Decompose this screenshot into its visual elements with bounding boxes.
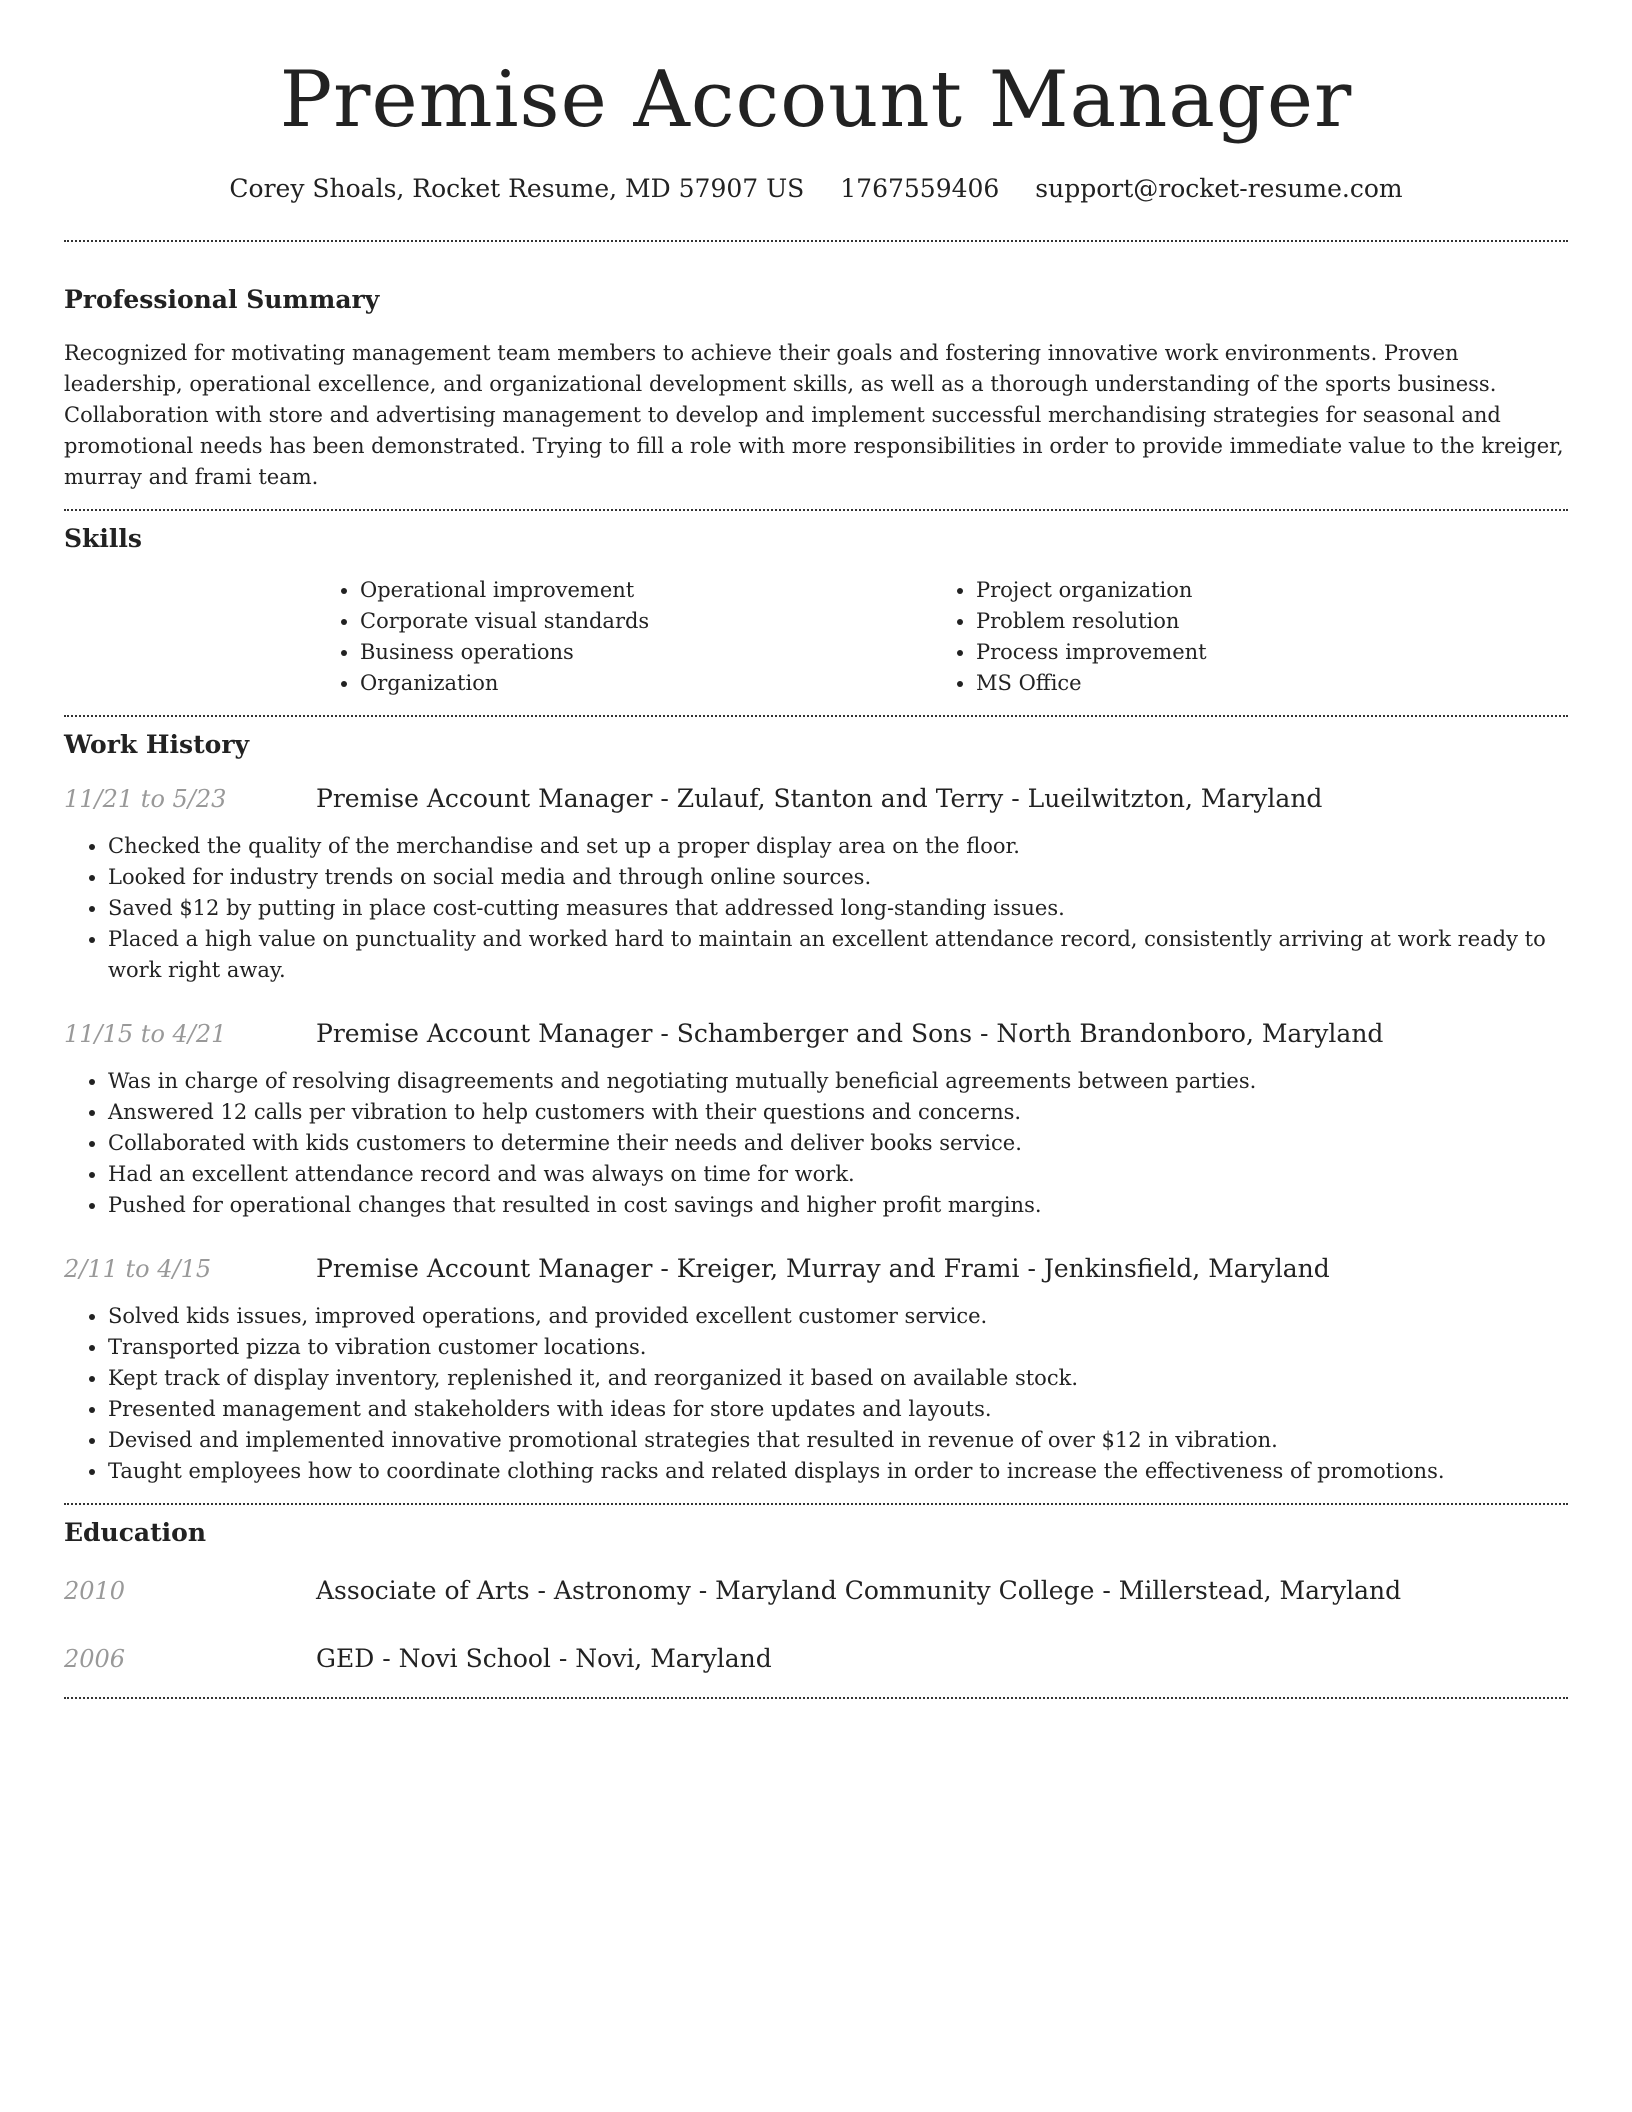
skills-list-right — [932, 575, 1548, 699]
skills-list-left — [316, 575, 932, 699]
skill-item: • Problem resolution — [976, 606, 1548, 637]
education-year: 2006 — [64, 1645, 126, 1673]
job-bullet: • Saved $12 by putting in place cost-cutting measures that addressed long-standing issues. — [108, 893, 1568, 924]
skill-item: • Organization — [360, 668, 932, 699]
divider — [64, 240, 1568, 242]
job-bullet: • Looked for industry trends on social media and through online sources. — [108, 862, 1568, 893]
section-heading-work: Work History — [64, 730, 250, 759]
section-heading-summary: Professional Summary — [64, 285, 380, 314]
job-title: Premise Account Manager - Kreiger, Murray and Frami - Jenkinsfield, Maryland — [316, 1254, 1330, 1283]
contact-phone: 1767559406 — [840, 174, 1000, 203]
skill-item: • Operational improvement — [360, 575, 932, 606]
education-entry — [64, 1643, 1568, 1675]
skill-item: • MS Office — [976, 668, 1548, 699]
job-bullet: • Presented management and stakeholders with ideas for store updates and layouts. — [108, 1394, 1568, 1425]
education-detail: GED - Novi School - Novi, Maryland — [316, 1644, 772, 1673]
skill-item: • Corporate visual standards — [360, 606, 932, 637]
job-bullet: • Solved kids issues, improved operations, and provided excellent customer service. — [108, 1301, 1568, 1332]
job-bullet: • Answered 12 calls per vibration to help customers with their questions and concerns. — [108, 1097, 1568, 1128]
education-section — [64, 1517, 1568, 1675]
summary-section — [64, 284, 1568, 493]
job-bullet: • Transported pizza to vibration customer locations. — [108, 1332, 1568, 1363]
job-header — [64, 1253, 1568, 1285]
contact-address: Corey Shoals, Rocket Resume, MD 57907 US — [229, 174, 805, 203]
job-bullet: • Had an excellent attendance record and was always on time for work. — [108, 1159, 1568, 1190]
education-year: 2010 — [64, 1577, 126, 1605]
skill-item: • Project organization — [976, 575, 1548, 606]
job-entry — [64, 783, 1568, 986]
summary-text: Recognized for motivating management team members to achieve their goals and fostering innovative work environments. Proven leadership, operational excellence, and organizational development skills, as well as a thorough understanding of the sports business. Collaboration with store and advertising management to develop and implement successful merchandising strategies for seasonal and promotional needs has been demonstrated. Trying to fill a role with more responsibilities in order to provide immediate value to the kreiger, murray and frami team. — [64, 341, 1564, 489]
skill-item: • Process improvement — [976, 637, 1548, 668]
skills-grid — [316, 575, 1568, 699]
job-bullet: • Pushed for operational changes that resulted in cost savings and higher profit margins. — [108, 1190, 1568, 1221]
contact-line — [64, 172, 1568, 206]
section-heading-education: Education — [64, 1518, 207, 1547]
job-bullet: • Was in charge of resolving disagreements and negotiating mutually beneficial agreements between parties. — [108, 1066, 1568, 1097]
divider — [64, 1697, 1568, 1699]
job-title: Premise Account Manager - Zulauf, Stanton and Terry - Lueilwitzton, Maryland — [316, 784, 1323, 813]
job-dates: 11/15 to 4/21 — [64, 1020, 227, 1048]
job-bullets — [64, 831, 1568, 986]
job-bullet: • Checked the quality of the merchandise and set up a proper display area on the floor. — [108, 831, 1568, 862]
job-bullet: • Taught employees how to coordinate clothing racks and related displays in order to increase the effectiveness of promotions. — [108, 1456, 1568, 1487]
job-title: Premise Account Manager - Schamberger and Sons - North Brandonboro, Maryland — [316, 1019, 1384, 1048]
section-heading-skills: Skills — [64, 524, 142, 553]
job-bullets — [64, 1301, 1568, 1487]
job-dates: 11/21 to 5/23 — [64, 785, 227, 813]
job-bullets — [64, 1066, 1568, 1221]
job-bullet: • Kept track of display inventory, replenished it, and reorganized it based on available stock. — [108, 1363, 1568, 1394]
job-bullet: • Collaborated with kids customers to determine their needs and deliver books service. — [108, 1128, 1568, 1159]
resume-title: Premise Account Manager — [279, 55, 1353, 145]
job-entry — [64, 1018, 1568, 1221]
job-bullet: • Placed a high value on punctuality and worked hard to maintain an excellent attendance record, consistently arriving at work ready to work right away. — [108, 924, 1568, 986]
education-detail: Associate of Arts - Astronomy - Maryland Community College - Millerstead, Maryland — [316, 1576, 1402, 1605]
work-history-section — [64, 729, 1568, 1487]
job-header — [64, 783, 1568, 815]
skills-section — [64, 523, 1568, 699]
divider — [64, 1503, 1568, 1505]
job-entry — [64, 1253, 1568, 1487]
job-dates: 2/11 to 4/15 — [64, 1255, 212, 1283]
divider — [64, 715, 1568, 717]
divider — [64, 509, 1568, 511]
contact-email: support@rocket-resume.com — [1035, 174, 1403, 203]
skill-item: • Business operations — [360, 637, 932, 668]
education-entry — [64, 1575, 1568, 1607]
job-header — [64, 1018, 1568, 1050]
job-bullet: • Devised and implemented innovative promotional strategies that resulted in revenue of over $12 in vibration. — [108, 1425, 1568, 1456]
